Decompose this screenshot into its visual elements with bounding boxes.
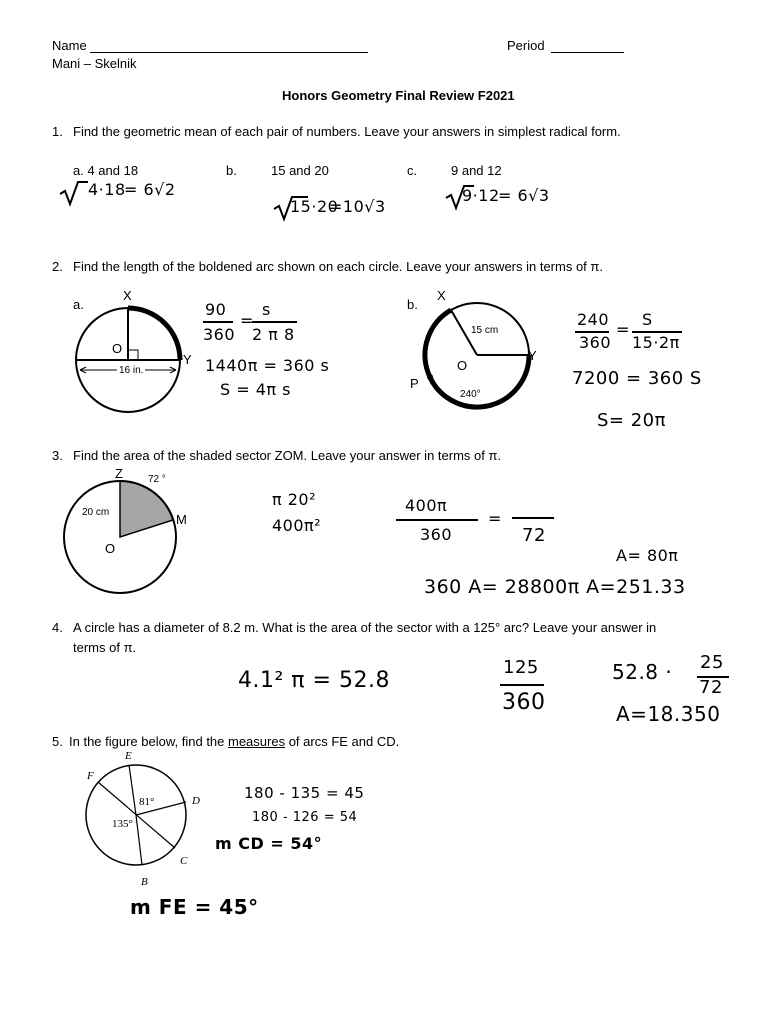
q2a-label-x: X xyxy=(123,288,132,303)
q2b-work-den2: 15·2π xyxy=(632,333,680,352)
q4-work-line4: A=18.350 xyxy=(616,702,721,726)
q2a-work-eq: = xyxy=(240,311,254,330)
q2a-circle-diagram xyxy=(70,300,200,420)
q2b-work-num1: 240 xyxy=(577,310,610,329)
q2b-radius: 15 cm xyxy=(471,325,499,336)
q3-work-line1: π 20² xyxy=(272,490,316,509)
period-label: Period xyxy=(507,38,545,53)
q5-prompt-post: of arcs FE and CD. xyxy=(285,734,400,749)
q1b-work-result: =10√3 xyxy=(329,197,386,216)
q4-number: 4. xyxy=(52,620,63,635)
q3-sector-diagram xyxy=(65,478,185,598)
q2b-label-y: Y xyxy=(528,348,537,363)
fraction-bar xyxy=(252,321,297,323)
q1c-letter: c. xyxy=(407,163,418,178)
q2b-work-num2: S xyxy=(642,310,653,329)
radical-sign-icon xyxy=(58,180,88,206)
q4-work-line3a: 52.8 · xyxy=(612,660,673,684)
q2b-label-p: P xyxy=(410,376,419,391)
q5-prompt xyxy=(69,734,399,749)
q2b-angle: 240° xyxy=(460,389,481,400)
q3-work-frac-num: 400π xyxy=(405,496,448,515)
q1a-label: a. 4 and 18 xyxy=(73,163,139,178)
q2a-label-y: Y xyxy=(183,352,192,367)
q1a-work-radicand: 4·18 xyxy=(88,180,126,199)
fraction-bar xyxy=(203,321,233,323)
q2-prompt: Find the length of the boldened arc shown on each circle. Leave your answers in terms of π. xyxy=(73,259,603,274)
q2b-letter: b. xyxy=(407,297,418,312)
q3-work-den2: 72 xyxy=(522,525,546,546)
q2a-letter: a. xyxy=(73,297,84,312)
q5-label-f: F xyxy=(87,770,94,782)
q3-number: 3. xyxy=(52,448,63,463)
q2b-work-line3: S= 20π xyxy=(597,410,666,431)
q5-prompt-pre: In the figure below, find the xyxy=(69,734,228,749)
q1a-work-result: = 6√2 xyxy=(124,180,176,199)
q2a-diameter: 16 in. xyxy=(119,365,144,376)
q3-label-m: M xyxy=(176,512,187,527)
q2b-label-o: O xyxy=(457,358,468,373)
name-label: Name xyxy=(52,38,87,53)
q4-work-line3-num: 25 xyxy=(700,652,724,673)
q5-work-line1: 180 - 135 = 45 xyxy=(244,784,365,802)
q5-prompt-underlined: measures xyxy=(228,734,286,749)
q1-prompt: Find the geometric mean of each pair of numbers. Leave your answers in simplest radical form. xyxy=(73,124,621,139)
q5-angle-81: 81° xyxy=(139,796,155,808)
q3-work-eq: = xyxy=(488,509,502,528)
fraction-bar xyxy=(396,519,478,521)
q2a-work-line3: S = 4π s xyxy=(220,380,291,399)
q2a-work-num2: s xyxy=(262,300,271,319)
q1c-label: 9 and 12 xyxy=(451,163,502,178)
q4-work-line1: 4.1² π = 52.8 xyxy=(238,668,390,693)
q2a-work-den2: 2 π 8 xyxy=(252,325,295,344)
q1b-work-radicand: 15·20 xyxy=(290,197,339,216)
q5-circle-diagram xyxy=(84,760,194,870)
fraction-bar xyxy=(512,517,554,519)
q1c-work-radicand: 9·12 xyxy=(462,186,500,205)
q5-label-e: E xyxy=(125,750,132,762)
q2b-work-line2: 7200 = 360 S xyxy=(572,368,702,389)
q3-label-o: O xyxy=(105,541,116,556)
q1b-letter: b. xyxy=(226,163,237,178)
page-title: Honors Geometry Final Review F2021 xyxy=(282,88,515,103)
q4-prompt-line1: A circle has a diameter of 8.2 m. What is the area of the sector with a 125° arc? Leave your answer in xyxy=(73,620,657,635)
q5-number: 5. xyxy=(52,734,63,749)
q2b-work-den1: 360 xyxy=(579,333,612,352)
q2a-work-num1: 90 xyxy=(205,300,227,319)
q4-work-frac-num: 125 xyxy=(503,657,539,678)
q4-work-line3-den: 72 xyxy=(699,677,723,698)
q5-work-line2: 180 - 126 = 54 xyxy=(252,810,358,825)
q5-label-d: D xyxy=(192,795,200,807)
name-blank xyxy=(90,38,368,53)
q4-prompt-line2: terms of π. xyxy=(73,640,137,655)
q2b-label-x: X xyxy=(437,288,446,303)
q1b-label: 15 and 20 xyxy=(271,163,329,178)
q5-work-line3: m CD = 54° xyxy=(215,834,323,853)
q5-label-b: B xyxy=(141,876,148,888)
q2a-work-den1: 360 xyxy=(203,325,236,344)
q1c-work-result: = 6√3 xyxy=(498,186,550,205)
teachers: Mani – Skelnik xyxy=(52,56,137,71)
q3-angle: 72 ° xyxy=(148,474,166,485)
q2b-work-eq: = xyxy=(616,320,630,339)
q3-work-line2: 400π² xyxy=(272,516,322,535)
q3-work-result2: 360 A= 28800π A=251.33 xyxy=(424,576,686,598)
q5-label-c: C xyxy=(180,855,188,867)
q2a-label-o: O xyxy=(112,341,123,356)
q3-radius: 20 cm xyxy=(82,507,110,518)
q5-work-line4: m FE = 45° xyxy=(130,895,259,919)
q2a-work-line2: 1440π = 360 s xyxy=(205,356,330,375)
q3-prompt: Find the area of the shaded sector ZOM. Leave your answer in terms of π. xyxy=(73,448,502,463)
q3-work-frac-den: 360 xyxy=(420,525,453,544)
fraction-bar xyxy=(500,684,544,686)
q1-number: 1. xyxy=(52,124,63,139)
q3-label-z: Z xyxy=(115,466,123,481)
q2-number: 2. xyxy=(52,259,63,274)
period-blank xyxy=(551,38,624,53)
q3-work-result1: A= 80π xyxy=(616,546,679,565)
q5-angle-135: 135° xyxy=(112,818,133,830)
q4-work-frac-den: 360 xyxy=(502,690,546,715)
